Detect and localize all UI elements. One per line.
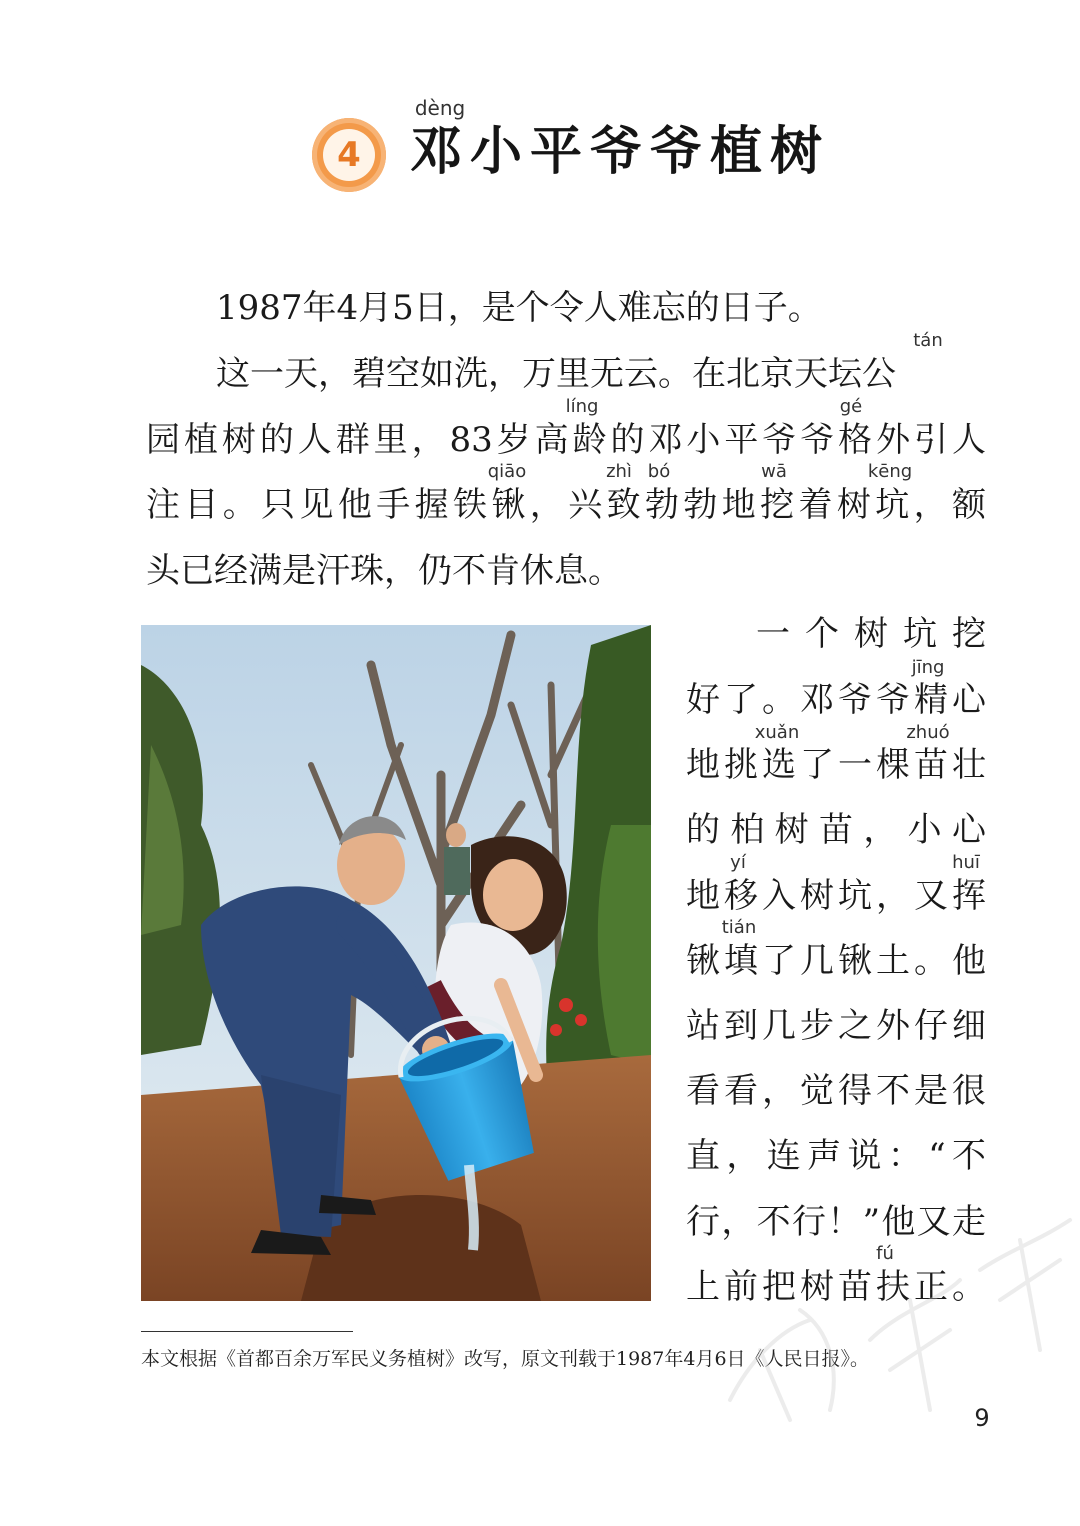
pinyin-bo: bó <box>647 461 671 482</box>
pinyin-ling: líng <box>565 396 599 417</box>
paragraph-3-line-6: 锹填了几锹土。他 <box>686 941 986 981</box>
pinyin-keng: kēng <box>867 461 913 482</box>
pinyin-tian: tián <box>721 917 757 938</box>
page-number: 9 <box>974 1404 990 1432</box>
lesson-number: 4 <box>323 129 375 181</box>
pinyin-ge: gé <box>839 396 863 417</box>
paragraph-3-line-1: 一个树坑挖 <box>756 614 986 654</box>
pinyin-qiao: qiāo <box>487 461 527 482</box>
pinyin-hui: huī <box>952 852 980 873</box>
paragraph-3-line-7: 站到几步之外仔细 <box>686 1006 986 1046</box>
paragraph-2-line-1: 这一天，碧空如洗，万里无云。在北京天坛公 <box>216 354 896 394</box>
paragraph-1: 1987年4月5日，是个令人难忘的日子。 <box>216 288 822 328</box>
pinyin-wa: wā <box>761 461 787 482</box>
photo-illustration <box>141 625 651 1301</box>
footnote-rule <box>141 1331 353 1332</box>
paragraph-3-line-11: 上前把树苗扶正。 <box>686 1267 986 1307</box>
paragraph-3-line-9: 直，连声说：“不 <box>686 1136 986 1176</box>
paragraph-3-line-8: 看看，觉得不是很 <box>686 1071 986 1111</box>
pinyin-tan: tán <box>913 330 943 351</box>
paragraph-3-line-5: 地移入树坑，又挥 <box>686 876 986 916</box>
paragraph-3-line-10: 行，不行！”他又走 <box>686 1202 986 1242</box>
title-pinyin: dèng <box>414 96 466 120</box>
footnote: 本文根据《首都百余万军民义务植树》改写，原文刊载于1987年4月6日《人民日报》。 <box>141 1348 870 1370</box>
planting-photo <box>141 625 651 1301</box>
pinyin-zhuo: zhuó <box>906 722 950 743</box>
paragraph-3-line-3: 地挑选了一棵苗壮 <box>686 745 986 785</box>
pinyin-fu: fú <box>876 1243 894 1264</box>
pinyin-xuan: xuǎn <box>754 722 800 743</box>
lesson-number-badge <box>312 118 386 192</box>
pinyin-jing: jīng <box>911 657 945 678</box>
pinyin-zhi: zhì <box>606 461 632 482</box>
lesson-title: 邓小平爷爷植树 <box>410 121 831 182</box>
paragraph-3-line-2: 好了。邓爷爷精心 <box>686 680 986 720</box>
paragraph-2-line-2: 园植树的人群里，83岁高龄的邓小平爷爷格外引人 <box>146 420 986 460</box>
paragraph-2-line-3: 注目。只见他手握铁锹，兴致勃勃地挖着树坑，额 <box>146 485 986 525</box>
paragraph-3-line-4: 的柏树苗，小心 <box>686 810 986 850</box>
pinyin-yi: yí <box>730 852 746 873</box>
paragraph-2-line-4: 头已经满是汗珠，仍不肯休息。 <box>146 551 622 591</box>
